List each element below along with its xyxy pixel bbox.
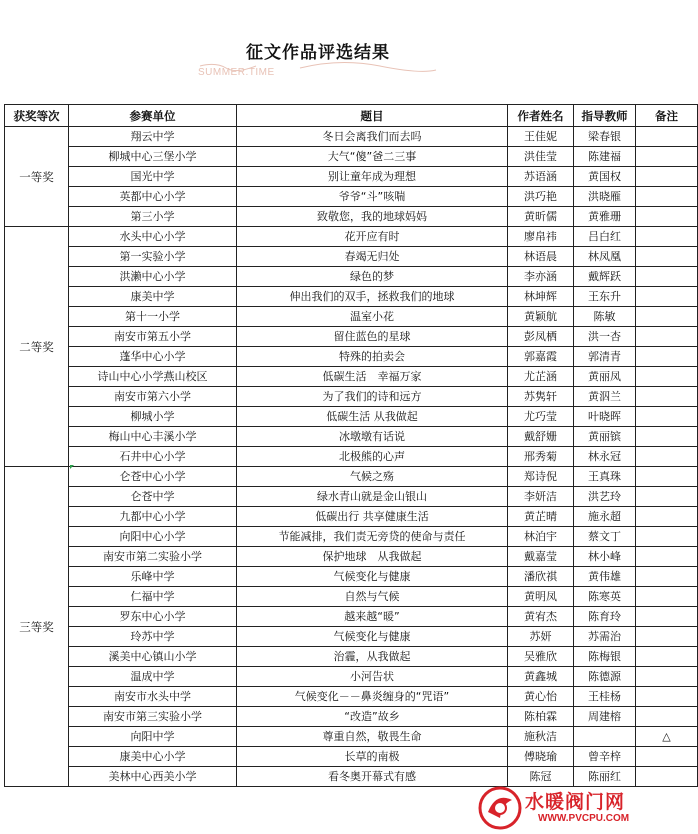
table-row [5,207,698,227]
cell-topic: 大气“傻”爸二三事 [237,147,508,167]
table-row [5,707,698,727]
table-row [5,747,698,767]
cell-topic: 节能减排，我们责无旁贷的使命与责任 [237,527,508,547]
cell-remarks [636,667,698,687]
cell-author: 李妍洁 [508,487,574,507]
cell-topic: 伸出我们的双手，拯救我们的地球 [237,287,508,307]
cell-topic: 绿色的梦 [237,267,508,287]
cell-school: 向阳中心小学 [69,527,237,547]
cell-school: 乐峰中学 [69,567,237,587]
cell-school: 康美中心小学 [69,747,237,767]
cell-remarks [636,227,698,247]
cell-topic: 气候变化－－鼻炎缠身的“咒语” [237,687,508,707]
cell-school: 英都中心小学 [69,187,237,207]
cell-author: 李亦涵 [508,267,574,287]
cell-teacher: 黄伟雄 [574,567,636,587]
table-row [5,547,698,567]
cell-topic: 为了我们的诗和远方 [237,387,508,407]
cell-school: 南安市第二实验小学 [69,547,237,567]
cell-school: 蓬华中心小学 [69,347,237,367]
cell-author: 施秋洁 [508,727,574,747]
table-row [5,427,698,447]
cell-school: 第十一小学 [69,307,237,327]
cell-teacher: 黄丽凤 [574,367,636,387]
cell-topic: 低碳出行 共享健康生活 [237,507,508,527]
table-row [5,667,698,687]
page-subtitle: SUMMER.TIME [198,67,275,78]
cell-author: 邢秀菊 [508,447,574,467]
cell-teacher: 王东升 [574,287,636,307]
cell-school: 康美中学 [69,287,237,307]
cell-author: 洪佳莹 [508,147,574,167]
table-row [5,367,698,387]
cell-remarks [636,527,698,547]
cell-author: 苏语涵 [508,167,574,187]
cell-school: 仑苍中学 [69,487,237,507]
cell-topic: 越来越“暖” [237,607,508,627]
cell-topic: 自然与气候 [237,587,508,607]
cell-teacher: 陈寒英 [574,587,636,607]
cell-remarks [636,567,698,587]
cell-remarks [636,307,698,327]
table-body [5,127,698,787]
cell-remarks [636,367,698,387]
cell-teacher: 施永超 [574,507,636,527]
table-row [5,267,698,287]
cell-remarks [636,707,698,727]
cell-topic: 气候变化与健康 [237,567,508,587]
cell-teacher: 王真珠 [574,467,636,487]
cell-remarks [636,347,698,367]
cell-author: 苏隽轩 [508,387,574,407]
table-header-row [5,105,698,127]
cell-teacher: 王桂杨 [574,687,636,707]
table-row [5,467,698,487]
table-row [5,607,698,627]
cell-topic: 气候变化与健康 [237,627,508,647]
table-row [5,327,698,347]
cell-school: 第一实验小学 [69,247,237,267]
cell-topic: 低碳生活 从我做起 [237,407,508,427]
cell-teacher: 陈育玲 [574,607,636,627]
cell-teacher: 黄泅兰 [574,387,636,407]
cell-teacher: 洪艺玲 [574,487,636,507]
table-row [5,347,698,367]
table-row [5,167,698,187]
cell-author: 陈冠 [508,767,574,787]
cell-author: 黄明凤 [508,587,574,607]
cell-remarks [636,587,698,607]
cell-school: 南安市第六小学 [69,387,237,407]
cell-author: 林泊宇 [508,527,574,547]
cell-teacher [574,727,636,747]
cell-remarks [636,427,698,447]
cell-author: 戴嘉莹 [508,547,574,567]
cell-teacher: 林凤凰 [574,247,636,267]
cell-teacher: 曾辛梓 [574,747,636,767]
cell-award-level: 三等奖 [5,467,69,787]
cell-remarks [636,167,698,187]
cell-topic: 致敬您，我的地球妈妈 [237,207,508,227]
watermark-url: WWW.PVCPU.COM [538,813,630,824]
table-row [5,127,698,147]
table-row [5,727,698,747]
table-row [5,407,698,427]
cell-teacher: 林小峰 [574,547,636,567]
cell-school: 美林中心西美小学 [69,767,237,787]
header-teacher: 指导教师 [574,105,636,127]
page-title: 征文作品评选结果 [246,43,390,63]
cell-author: 黄芷晴 [508,507,574,527]
cell-teacher: 陈敏 [574,307,636,327]
cell-topic: 治霾，从我做起 [237,647,508,667]
cell-author: 黄心怡 [508,687,574,707]
cell-topic: 冬日会离我们而去吗 [237,127,508,147]
cell-topic: 小河告状 [237,667,508,687]
table-row [5,187,698,207]
cell-teacher: 洪一杏 [574,327,636,347]
cell-school: 第三小学 [69,207,237,227]
cell-topic: 看冬奥开幕式有感 [237,767,508,787]
cell-author: 吴雅欣 [508,647,574,667]
cell-topic: 特殊的拍卖会 [237,347,508,367]
cell-teacher: 蔡文丁 [574,527,636,547]
cell-remarks [636,187,698,207]
title-ornament-right [300,52,440,82]
cell-author: 林语晨 [508,247,574,267]
table-row [5,307,698,327]
cell-school: 向阳中学 [69,727,237,747]
cell-topic: 绿水青山就是金山银山 [237,487,508,507]
cell-school: 仑苍中心小学 [69,467,237,487]
watermark-text: 水暖阀门网 [525,791,626,813]
cell-school: 洪濑中心小学 [69,267,237,287]
cell-school: 诗山中心小学燕山校区 [69,367,237,387]
cell-remarks [636,327,698,347]
cell-remarks [636,547,698,567]
results-table [4,104,698,787]
cell-school: 国光中学 [69,167,237,187]
cell-teacher: 郭清青 [574,347,636,367]
cell-author: 尤芷涵 [508,367,574,387]
table-row [5,627,698,647]
table-row [5,287,698,307]
cell-topic: 尊重自然，敬畏生命 [237,727,508,747]
header-award-level: 获奖等次 [5,105,69,127]
cell-remarks: △ [636,727,698,747]
cell-school: 玲苏中学 [69,627,237,647]
cell-school: 翔云中学 [69,127,237,147]
cell-author: 陈柏霖 [508,707,574,727]
cell-topic: 长草的南极 [237,747,508,767]
cell-teacher: 黄国权 [574,167,636,187]
cell-teacher: 陈丽红 [574,767,636,787]
cell-school: 罗东中心小学 [69,607,237,627]
cell-topic: 低碳生活 幸福万家 [237,367,508,387]
cell-topic: “改造”故乡 [237,707,508,727]
cell-author: 黄鑫城 [508,667,574,687]
cell-author: 郭嘉霞 [508,347,574,367]
cell-author: 尤巧莹 [508,407,574,427]
cell-award-level: 二等奖 [5,227,69,467]
cell-teacher: 苏需治 [574,627,636,647]
table-row [5,147,698,167]
cell-author: 苏妍 [508,627,574,647]
cell-remarks [636,747,698,767]
cell-remarks [636,767,698,787]
table-row [5,567,698,587]
cell-school: 仁福中学 [69,587,237,607]
header-school: 参赛单位 [69,105,237,127]
cell-remarks [636,647,698,667]
cell-author: 傅晓瑜 [508,747,574,767]
cell-author: 黄颖航 [508,307,574,327]
cell-school: 南安市水头中学 [69,687,237,707]
cell-school: 九都中心小学 [69,507,237,527]
table-row [5,587,698,607]
cell-teacher: 洪晓雁 [574,187,636,207]
cell-remarks [636,487,698,507]
cell-teacher: 黄丽镔 [574,427,636,447]
cell-author: 王佳妮 [508,127,574,147]
header-topic: 题目 [237,105,508,127]
cell-teacher: 吕白红 [574,227,636,247]
cell-remarks [636,287,698,307]
cell-corner-mark [70,465,74,469]
cell-author: 戴舒姗 [508,427,574,447]
cell-remarks [636,467,698,487]
cell-remarks [636,407,698,427]
cell-topic: 气候之殇 [237,467,508,487]
cell-topic: 保护地球 从我做起 [237,547,508,567]
cell-teacher: 周建榕 [574,707,636,727]
cell-school: 柳城小学 [69,407,237,427]
cell-school: 温成中学 [69,667,237,687]
cell-remarks [636,607,698,627]
cell-teacher: 戴辉跃 [574,267,636,287]
cell-author: 彭凤栖 [508,327,574,347]
cell-school: 水头中心小学 [69,227,237,247]
cell-teacher: 陈建福 [574,147,636,167]
cell-remarks [636,147,698,167]
cell-school: 梅山中心丰溪小学 [69,427,237,447]
cell-remarks [636,447,698,467]
cell-topic: 北极熊的心声 [237,447,508,467]
header-remarks: 备注 [636,105,698,127]
cell-remarks [636,627,698,647]
cell-topic: 留住蓝色的星球 [237,327,508,347]
cell-topic: 温室小花 [237,307,508,327]
cell-remarks [636,267,698,287]
cell-teacher: 林永冠 [574,447,636,467]
cell-remarks [636,207,698,227]
cell-author: 洪巧艳 [508,187,574,207]
table-row [5,527,698,547]
cell-teacher: 叶晓晖 [574,407,636,427]
cell-remarks [636,387,698,407]
cell-remarks [636,247,698,267]
cell-school: 南安市第三实验小学 [69,707,237,727]
table-row [5,447,698,467]
table-row [5,247,698,267]
cell-school: 南安市第五小学 [69,327,237,347]
table-row [5,687,698,707]
cell-school: 石井中心小学 [69,447,237,467]
cell-author: 黄宥杰 [508,607,574,627]
cell-teacher: 陈德源 [574,667,636,687]
cell-topic: 花开应有时 [237,227,508,247]
cell-topic: 冰墩墩有话说 [237,427,508,447]
cell-author: 廖帛祎 [508,227,574,247]
cell-teacher: 陈梅银 [574,647,636,667]
cell-school: 柳城中心三堡小学 [69,147,237,167]
table-row [5,227,698,247]
cell-teacher: 梁春银 [574,127,636,147]
cell-remarks [636,687,698,707]
cell-author: 潘欣祺 [508,567,574,587]
table-row [5,487,698,507]
table-row [5,507,698,527]
cell-remarks [636,127,698,147]
cell-author: 林坤辉 [508,287,574,307]
cell-author: 黄昕儒 [508,207,574,227]
header-author: 作者姓名 [508,105,574,127]
cell-topic: 爷爷“斗”咳喘 [237,187,508,207]
table-row [5,647,698,667]
cell-topic: 春竭无归处 [237,247,508,267]
cell-teacher: 黄雅珊 [574,207,636,227]
cell-topic: 别让童年成为理想 [237,167,508,187]
cell-remarks [636,507,698,527]
cell-author: 郑诗倪 [508,467,574,487]
table-row [5,387,698,407]
cell-school: 溪美中心镇山小学 [69,647,237,667]
cell-award-level: 一等奖 [5,127,69,227]
